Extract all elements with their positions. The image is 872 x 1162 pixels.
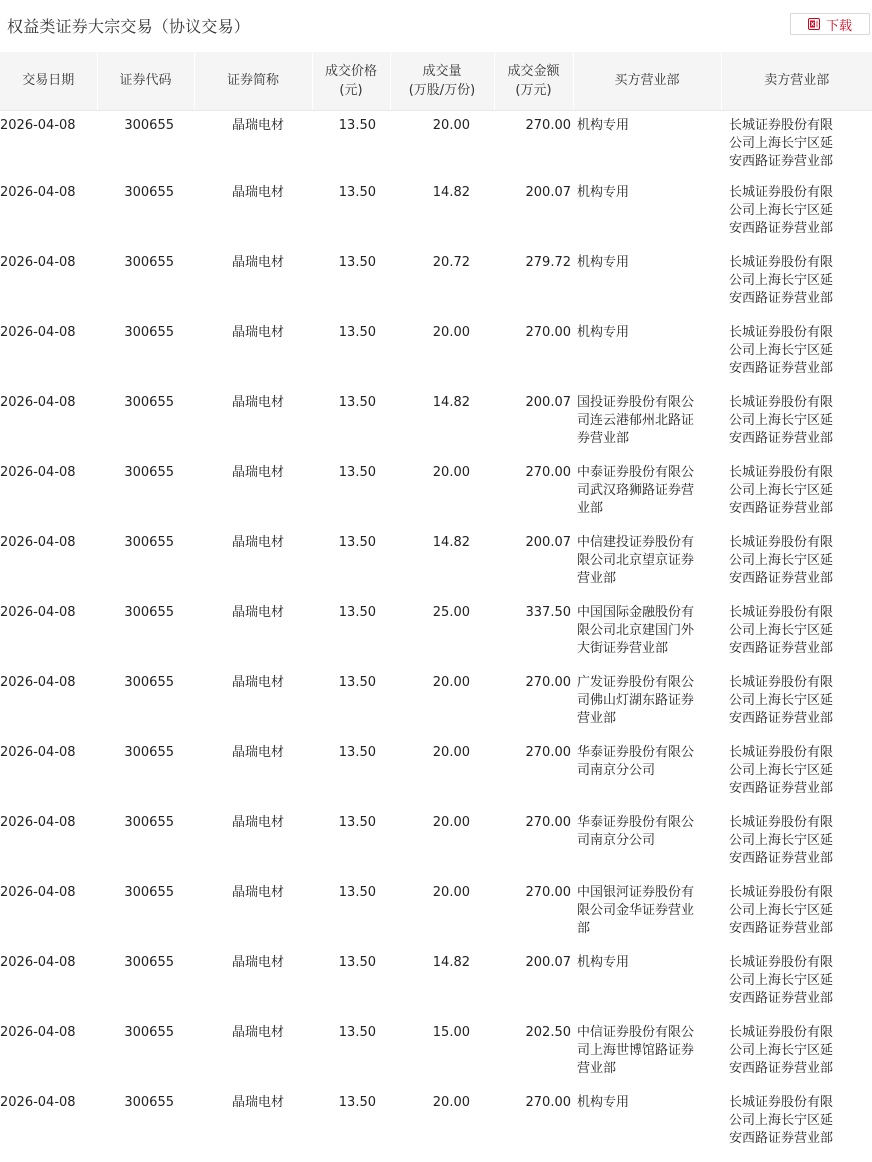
trade-date-cell: 2026-04-08 bbox=[0, 745, 76, 760]
top-bar bbox=[0, 0, 872, 50]
trade-price-cell: 13.50 bbox=[338, 325, 376, 340]
column-header-name[interactable] bbox=[194, 52, 312, 110]
trade-volume-cell: 20.00 bbox=[432, 745, 470, 760]
trade-amount-cell: 200.07 bbox=[525, 955, 571, 970]
table-row bbox=[0, 1020, 872, 1090]
trade-price-cell: 13.50 bbox=[338, 605, 376, 620]
trade-amount-cell: 270.00 bbox=[525, 1095, 571, 1110]
table-row bbox=[0, 460, 872, 530]
trade-amount-cell: 337.50 bbox=[525, 605, 571, 620]
security-name-cell: 晶瑞电材 bbox=[231, 185, 284, 200]
trade-volume-cell: 20.00 bbox=[432, 815, 470, 830]
buyer-branch-cell: 机构专用 bbox=[577, 117, 630, 133]
seller-branch-cell: 长城证券股份有限公司上海长宁区延安西路证券营业部 bbox=[729, 675, 834, 726]
column-header-label: 证券简称 bbox=[226, 73, 279, 89]
trade-volume-cell: 20.00 bbox=[432, 675, 470, 690]
buyer-branch-cell: 华泰证券股份有限公司南京分公司 bbox=[577, 745, 695, 778]
block-trade-table bbox=[0, 52, 872, 1160]
security-code-cell: 300655 bbox=[124, 1095, 174, 1110]
trade-amount-cell: 200.07 bbox=[525, 185, 571, 200]
seller-branch-cell: 长城证券股份有限公司上海长宁区延安西路证券营业部 bbox=[729, 1025, 834, 1076]
trade-date-cell: 2026-04-08 bbox=[0, 535, 76, 550]
column-header-label: 买方营业部 bbox=[614, 73, 680, 89]
buyer-branch-cell: 中信证券股份有限公司上海世博馆路证券营业部 bbox=[577, 1025, 695, 1076]
trade-price-cell: 13.50 bbox=[338, 745, 376, 760]
security-code-cell: 300655 bbox=[124, 535, 174, 550]
trade-volume-cell: 20.00 bbox=[432, 885, 470, 900]
security-code-cell: 300655 bbox=[124, 745, 174, 760]
security-name-cell: 晶瑞电材 bbox=[231, 815, 284, 830]
trade-amount-cell: 270.00 bbox=[525, 745, 571, 760]
security-name-cell: 晶瑞电材 bbox=[231, 117, 284, 133]
security-code-cell: 300655 bbox=[124, 815, 174, 830]
security-name-cell: 晶瑞电材 bbox=[231, 605, 284, 620]
security-name-cell: 晶瑞电材 bbox=[231, 395, 284, 410]
column-header-buyer[interactable] bbox=[573, 52, 721, 110]
security-code-cell: 300655 bbox=[124, 117, 174, 133]
security-code-cell: 300655 bbox=[124, 1025, 174, 1040]
table-row bbox=[0, 880, 872, 950]
buyer-branch-cell: 机构专用 bbox=[577, 325, 630, 340]
trade-volume-cell: 14.82 bbox=[432, 535, 470, 550]
security-name-cell: 晶瑞电材 bbox=[231, 465, 284, 480]
column-header-label: 成交价格 bbox=[324, 63, 377, 79]
column-header-unit: (万股/万份) bbox=[408, 82, 476, 98]
table-row bbox=[0, 320, 872, 390]
security-name-cell: 晶瑞电材 bbox=[231, 1095, 284, 1110]
security-code-cell: 300655 bbox=[124, 185, 174, 200]
trade-date-cell: 2026-04-08 bbox=[0, 185, 76, 200]
trade-price-cell: 13.50 bbox=[338, 1095, 376, 1110]
table-row bbox=[0, 530, 872, 600]
table-row bbox=[0, 180, 872, 250]
trade-date-cell: 2026-04-08 bbox=[0, 605, 76, 620]
security-name-cell: 晶瑞电材 bbox=[231, 1025, 284, 1040]
trade-amount-cell: 270.00 bbox=[525, 465, 571, 480]
buyer-branch-cell: 中泰证券股份有限公司武汉珞狮路证券营业部 bbox=[577, 465, 695, 516]
table-row bbox=[0, 810, 872, 880]
trade-volume-cell: 20.00 bbox=[432, 117, 470, 133]
column-header-unit: (万元) bbox=[515, 82, 552, 98]
trade-volume-cell: 14.82 bbox=[432, 395, 470, 410]
table-row bbox=[0, 390, 872, 460]
security-name-cell: 晶瑞电材 bbox=[231, 535, 284, 550]
trade-date-cell: 2026-04-08 bbox=[0, 675, 76, 690]
trade-date-cell: 2026-04-08 bbox=[0, 955, 76, 970]
trade-amount-cell: 270.00 bbox=[525, 675, 571, 690]
security-code-cell: 300655 bbox=[124, 255, 174, 270]
trade-volume-cell: 20.72 bbox=[432, 255, 470, 270]
seller-branch-cell: 长城证券股份有限公司上海长宁区延安西路证券营业部 bbox=[729, 185, 834, 236]
trade-price-cell: 13.50 bbox=[338, 255, 376, 270]
security-code-cell: 300655 bbox=[124, 675, 174, 690]
trade-date-cell: 2026-04-08 bbox=[0, 325, 76, 340]
seller-branch-cell: 长城证券股份有限公司上海长宁区延安西路证券营业部 bbox=[729, 885, 834, 936]
trade-price-cell: 13.50 bbox=[338, 117, 376, 133]
buyer-branch-cell: 机构专用 bbox=[577, 1095, 630, 1110]
security-code-cell: 300655 bbox=[124, 885, 174, 900]
security-code-cell: 300655 bbox=[124, 465, 174, 480]
seller-branch-cell: 长城证券股份有限公司上海长宁区延安西路证券营业部 bbox=[729, 395, 834, 446]
security-name-cell: 晶瑞电材 bbox=[231, 745, 284, 760]
buyer-branch-cell: 机构专用 bbox=[577, 955, 630, 970]
seller-branch-cell: 长城证券股份有限公司上海长宁区延安西路证券营业部 bbox=[729, 255, 834, 306]
security-name-cell: 晶瑞电材 bbox=[231, 955, 284, 970]
seller-branch-cell: 长城证券股份有限公司上海长宁区延安西路证券营业部 bbox=[729, 117, 834, 169]
trade-date-cell: 2026-04-08 bbox=[0, 255, 76, 270]
trade-volume-cell: 14.82 bbox=[432, 955, 470, 970]
trade-amount-cell: 279.72 bbox=[525, 255, 571, 270]
trade-amount-cell: 270.00 bbox=[525, 885, 571, 900]
table-body bbox=[0, 110, 872, 1160]
download-button[interactable] bbox=[790, 13, 870, 35]
buyer-branch-cell: 广发证券股份有限公司佛山灯湖东路证券营业部 bbox=[577, 675, 695, 726]
column-header-date[interactable] bbox=[0, 52, 97, 110]
seller-branch-cell: 长城证券股份有限公司上海长宁区延安西路证券营业部 bbox=[729, 1095, 834, 1146]
trade-volume-cell: 14.82 bbox=[432, 185, 470, 200]
table-row bbox=[0, 950, 872, 1020]
trade-amount-cell: 202.50 bbox=[525, 1025, 571, 1040]
security-name-cell: 晶瑞电材 bbox=[231, 325, 284, 340]
security-name-cell: 晶瑞电材 bbox=[231, 675, 284, 690]
column-header-price[interactable] bbox=[312, 52, 390, 110]
trade-price-cell: 13.50 bbox=[338, 535, 376, 550]
trade-price-cell: 13.50 bbox=[338, 955, 376, 970]
trade-amount-cell: 270.00 bbox=[525, 325, 571, 340]
security-code-cell: 300655 bbox=[124, 955, 174, 970]
seller-branch-cell: 长城证券股份有限公司上海长宁区延安西路证券营业部 bbox=[729, 605, 834, 656]
trade-amount-cell: 200.07 bbox=[525, 395, 571, 410]
security-code-cell: 300655 bbox=[124, 605, 174, 620]
column-header-code[interactable] bbox=[97, 52, 194, 110]
trade-price-cell: 13.50 bbox=[338, 465, 376, 480]
column-header-label: 证券代码 bbox=[119, 73, 172, 89]
security-name-cell: 晶瑞电材 bbox=[231, 255, 284, 270]
trade-volume-cell: 20.00 bbox=[432, 1095, 470, 1110]
download-label: 下载 bbox=[825, 18, 852, 34]
column-header-label: 成交量 bbox=[422, 63, 462, 79]
trade-price-cell: 13.50 bbox=[338, 815, 376, 830]
trade-date-cell: 2026-04-08 bbox=[0, 815, 76, 830]
page-title: 权益类证券大宗交易（协议交易） bbox=[7, 17, 251, 36]
trade-price-cell: 13.50 bbox=[338, 185, 376, 200]
trade-amount-cell: 270.00 bbox=[525, 815, 571, 830]
trade-amount-cell: 270.00 bbox=[525, 117, 571, 133]
seller-branch-cell: 长城证券股份有限公司上海长宁区延安西路证券营业部 bbox=[729, 465, 834, 516]
trade-date-cell: 2026-04-08 bbox=[0, 117, 76, 133]
trade-price-cell: 13.50 bbox=[338, 675, 376, 690]
table-row bbox=[0, 110, 872, 180]
trade-volume-cell: 15.00 bbox=[432, 1025, 470, 1040]
security-code-cell: 300655 bbox=[124, 395, 174, 410]
trade-volume-cell: 20.00 bbox=[432, 465, 470, 480]
trade-price-cell: 13.50 bbox=[338, 885, 376, 900]
table-row bbox=[0, 600, 872, 670]
trade-date-cell: 2026-04-08 bbox=[0, 395, 76, 410]
seller-branch-cell: 长城证券股份有限公司上海长宁区延安西路证券营业部 bbox=[729, 535, 834, 586]
table-header bbox=[0, 52, 872, 110]
buyer-branch-cell: 中国国际金融股份有限公司北京建国门外大街证券营业部 bbox=[577, 605, 695, 656]
column-header-seller[interactable] bbox=[721, 52, 872, 110]
trade-date-cell: 2026-04-08 bbox=[0, 885, 76, 900]
buyer-branch-cell: 机构专用 bbox=[577, 185, 630, 200]
trade-date-cell: 2026-04-08 bbox=[0, 1095, 76, 1110]
seller-branch-cell: 长城证券股份有限公司上海长宁区延安西路证券营业部 bbox=[729, 325, 834, 376]
column-header-label: 成交金额 bbox=[507, 63, 560, 79]
trade-price-cell: 13.50 bbox=[338, 1025, 376, 1040]
excel-download-icon bbox=[808, 18, 820, 30]
seller-branch-cell: 长城证券股份有限公司上海长宁区延安西路证券营业部 bbox=[729, 815, 834, 866]
security-code-cell: 300655 bbox=[124, 325, 174, 340]
table-row bbox=[0, 670, 872, 740]
column-header-label: 卖方营业部 bbox=[764, 73, 830, 89]
trade-volume-cell: 25.00 bbox=[432, 605, 470, 620]
seller-branch-cell: 长城证券股份有限公司上海长宁区延安西路证券营业部 bbox=[729, 745, 834, 796]
trade-amount-cell: 200.07 bbox=[525, 535, 571, 550]
trade-date-cell: 2026-04-08 bbox=[0, 1025, 76, 1040]
buyer-branch-cell: 中信建投证券股份有限公司北京望京证券营业部 bbox=[577, 535, 695, 586]
column-header-label: 交易日期 bbox=[22, 73, 75, 89]
table-row bbox=[0, 250, 872, 320]
trade-date-cell: 2026-04-08 bbox=[0, 465, 76, 480]
buyer-branch-cell: 中国银河证券股份有限公司金华证券营业部 bbox=[577, 885, 695, 936]
buyer-branch-cell: 国投证券股份有限公司连云港郁州北路证券营业部 bbox=[577, 395, 695, 446]
trade-price-cell: 13.50 bbox=[338, 395, 376, 410]
buyer-branch-cell: 华泰证券股份有限公司南京分公司 bbox=[577, 815, 695, 848]
security-name-cell: 晶瑞电材 bbox=[231, 885, 284, 900]
column-header-amount[interactable] bbox=[494, 52, 573, 110]
buyer-branch-cell: 机构专用 bbox=[577, 255, 630, 270]
trade-volume-cell: 20.00 bbox=[432, 325, 470, 340]
table-row bbox=[0, 740, 872, 810]
column-header-volume[interactable] bbox=[390, 52, 494, 110]
seller-branch-cell: 长城证券股份有限公司上海长宁区延安西路证券营业部 bbox=[729, 955, 834, 1006]
column-header-unit: (元) bbox=[339, 82, 363, 98]
table-row bbox=[0, 1090, 872, 1160]
